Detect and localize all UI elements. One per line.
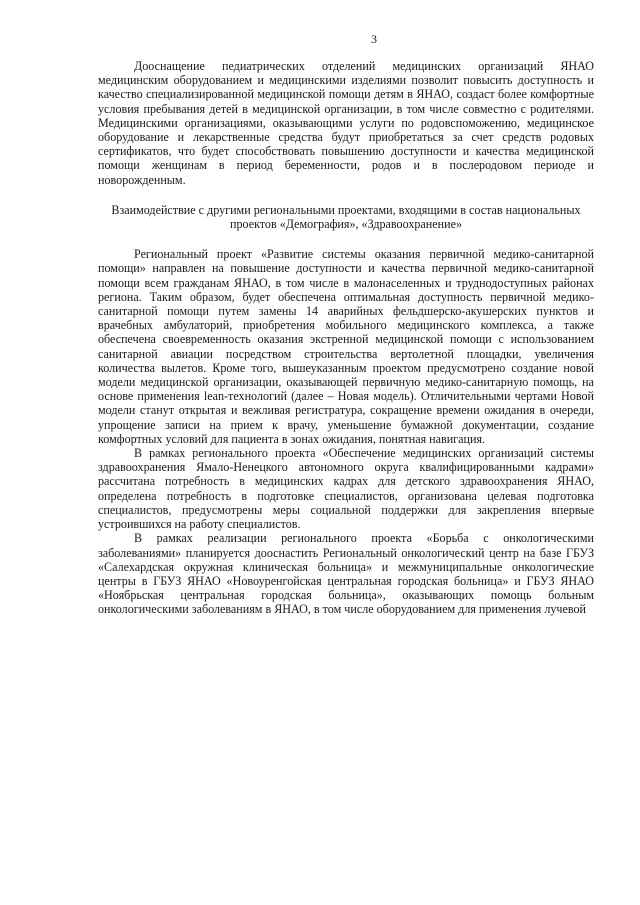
paragraph-staffing: В рамках регионального проекта «Обеспечение медицинских организаций системы здравоохранения Ямало-Ненецкого автономного округа квалифицированными кадрами» рассчитана потребность в медицинских кадрах для детского здравоохранения ЯНАО, определена потребность в подготовке специалистов, организована целевая подготовка специалистов, предусмотрены меры социальной поддержки для закрепления впервые устроившихся на работу специалистов. (98, 446, 594, 532)
paragraph-primary-care: Региональный проект «Развитие системы оказания первичной медико-санитарной помощи» направлен на повышение доступности и качества первичной медико-санитарной помощи всем гражданам ЯНАО, в том числе в малонаселенных и труднодоступных районах региона. Таким образом, будет обеспечена оптимальная доступность первичной медико-санитарной помощи путем замены 14 аварийных фельдшерско-акушерских пунктов и врачебных амбулаторий, приобретения мобильного медицинского комплекса, а также обеспечена своевременность оказания экстренной медицинской помощи с использованием санитарной авиации посредством строительства вертолетной площадки, увеличения количества вылетов. Кроме того, вышеуказанным проектом предусмотрено создание новой модели медицинской организации, оказывающей первичную медико-санитарную помощь, на основе применения lean-технологий (далее – Новая модель). Отличительными чертами Новой модели станут открытая и вежливая регистратура, сокращение времени ожидания в очереди, упрощение записи на прием к врачу, уменьшение бумажной документации, создание комфортных условий для пациента в зонах ожидания, понятная навигация. (98, 247, 594, 446)
paragraph-pediatric-equipment: Дооснащение педиатрических отделений медицинских организаций ЯНАО медицинским оборудованием и медицинскими изделиями позволит повысить доступность и качество специализированной медицинской помощи детям в ЯНАО, создаст более комфортные условия пребывания детей в медицинской организации, в том числе совместно с родителями. Медицинскими организациями, оказывающими услуги по родовспоможению, медицинское оборудование и лекарственные средства будут приобретаться за счет средств родовых сертификатов, что будет способствовать повышению доступности и качества медицинской помощи женщинам в период беременности, родов и в послеродовом периоде и новорожденным. (98, 59, 594, 187)
section-heading: Взаимодействие с другими региональными проектами, входящими в состав национальных проектов «Демография», «Здравоохранение» (111, 202, 581, 232)
paragraph-oncology: В рамках реализации регионального проекта «Борьба с онкологическими заболеваниями» планируется дооснастить Региональный онкологический центр на базе ГБУЗ «Салехардская окружная клиническая больница» и межмуниципальные онкологические центры в ГБУЗ ЯНАО «Новоуренгойская центральная городская больница» и ГБУЗ ЯНАО «Ноябрьская центральная городская больница», оказывающих помощь больным онкологическими заболеваниям в ЯНАО, в том числе оборудованием для применения лучевой (98, 531, 594, 617)
page-number: 3 (371, 32, 377, 46)
